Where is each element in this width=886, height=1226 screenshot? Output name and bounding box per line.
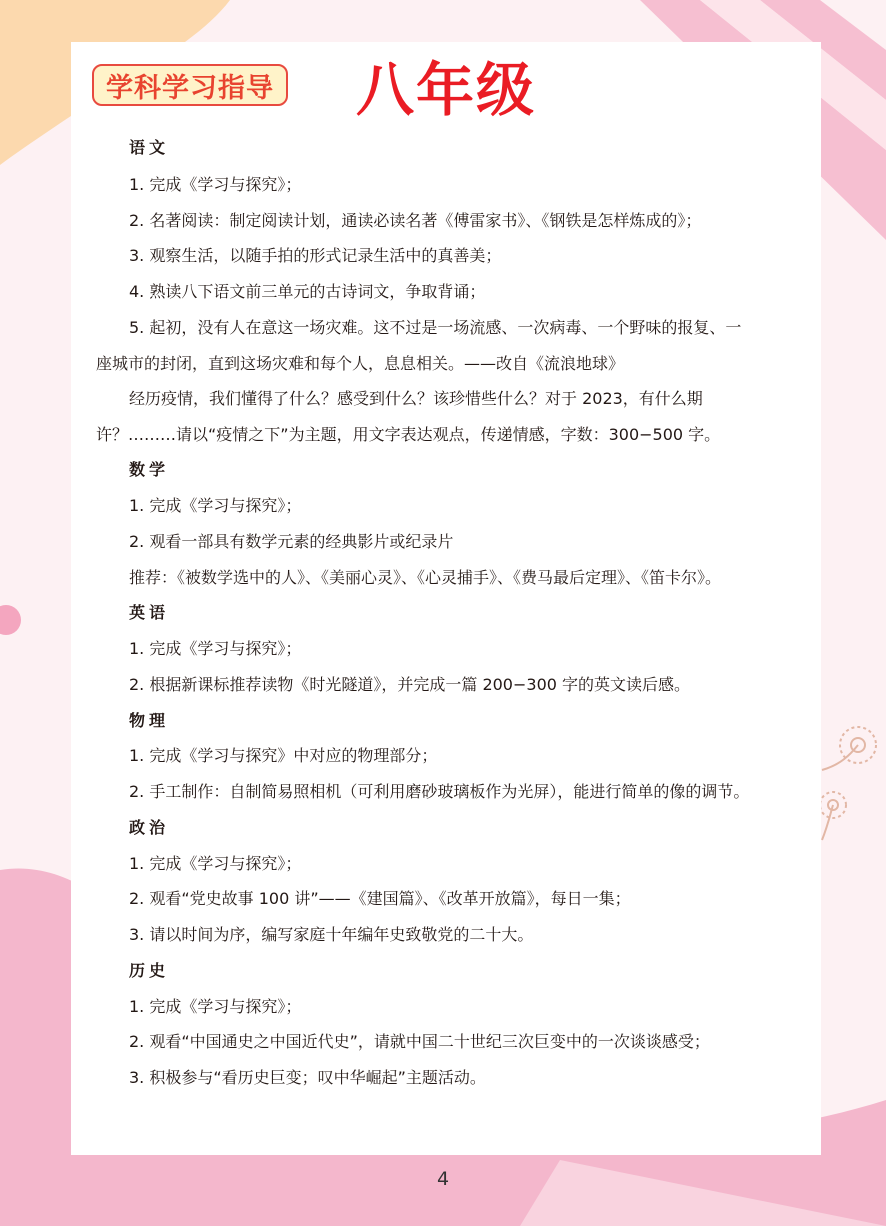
- list-item: 推荐：《被数学选中的人》、《美丽心灵》、《心灵捕手》、《费马最后定理》、《笛卡尔》。: [129, 568, 722, 587]
- section-heading-english: 英语: [129, 603, 170, 622]
- page-number: 4: [436, 1168, 450, 1190]
- section-heading-math: 数学: [129, 460, 170, 479]
- page-title: 八年级: [356, 56, 537, 124]
- list-item: 5. 起初，没有人在意这一场灾难。这不过是一场流感、一次病毒、一个野味的报复、一: [129, 318, 742, 337]
- list-item: 1. 完成《学习与探究》；: [129, 639, 302, 658]
- list-item: 许？………请以“疫情之下”为主题，用文字表达观点，传递情感，字数：300−500 字。: [96, 425, 721, 444]
- list-item: 4. 熟读八下语文前三单元的古诗词文，争取背诵；: [129, 282, 486, 301]
- list-item: 经历疫情，我们懂得了什么？感受到什么？该珍惜些什么？对于 2023，有什么期: [129, 389, 703, 408]
- list-item: 2. 根据新课标推荐读物《时光隧道》，并完成一篇 200−300 字的英文读后感。: [129, 675, 691, 694]
- list-item: 1. 完成《学习与探究》；: [129, 175, 302, 194]
- list-item: 2. 观看“党史故事 100 讲”——《建国篇》、《改革开放篇》，每日一集；: [129, 889, 631, 908]
- section-heading-history: 历史: [129, 961, 170, 980]
- badge-label: 学科学习指导: [106, 72, 274, 104]
- list-item: 2. 手工制作：自制简易照相机（可利用磨砂玻璃板作为光屏），能进行简单的像的调节。: [129, 782, 750, 801]
- list-item: 2. 观看“中国通史之中国近代史”，请就中国二十世纪三次巨变中的一次谈谈感受；: [129, 1032, 710, 1051]
- list-item: 2. 观看一部具有数学元素的经典影片或纪录片: [129, 532, 454, 551]
- subject-guide-badge: [92, 64, 288, 106]
- list-item: 座城市的封闭，直到这场灾难和每个人，息息相关。——改自《流浪地球》: [96, 354, 625, 373]
- section-heading-physics: 物理: [129, 711, 170, 730]
- list-item: 3. 积极参与“看历史巨变；叹中华崛起”主题活动。: [129, 1068, 486, 1087]
- list-item: 3. 观察生活，以随手拍的形式记录生活中的真善美；: [129, 246, 502, 265]
- section-heading-chinese: 语文: [129, 138, 170, 157]
- list-item: 1. 完成《学习与探究》；: [129, 496, 302, 515]
- list-item: 3. 请以时间为序，编写家庭十年编年史致敬党的二十大。: [129, 925, 534, 944]
- list-item: 1. 完成《学习与探究》；: [129, 854, 302, 873]
- list-item: 2. 名著阅读：制定阅读计划，通读必读名著《傅雷家书》、《钢铁是怎样炼成的》；: [129, 211, 702, 230]
- section-heading-politics: 政治: [129, 818, 170, 837]
- list-item: 1. 完成《学习与探究》中对应的物理部分；: [129, 746, 438, 765]
- list-item: 1. 完成《学习与探究》；: [129, 997, 302, 1016]
